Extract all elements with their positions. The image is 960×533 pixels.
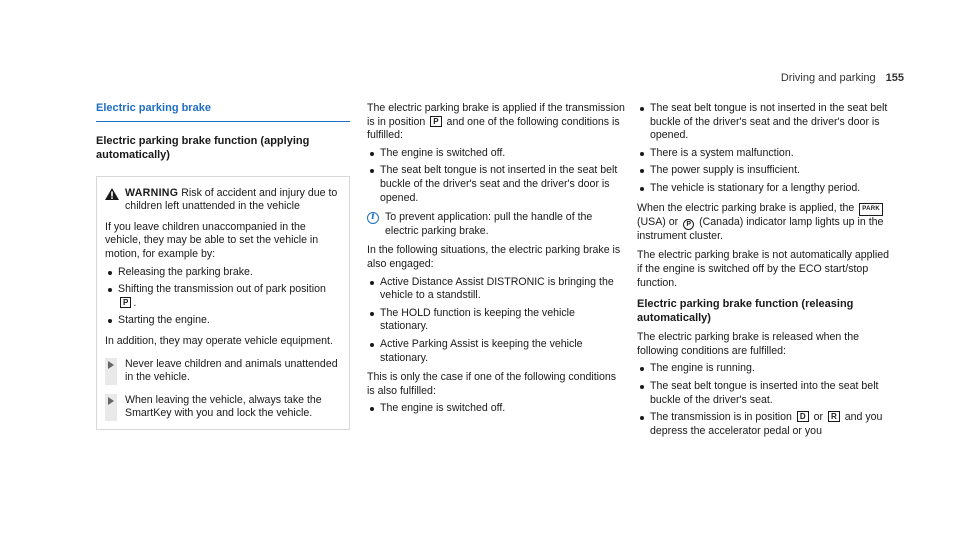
list-item: The seat belt tongue is inserted into the seat belt buckle of the driver's seat. <box>637 380 893 407</box>
situations-list <box>367 276 625 366</box>
column-1 <box>96 102 350 430</box>
list-item <box>105 314 341 328</box>
list-item: The engine is switched off. <box>367 147 625 161</box>
gear-p-key: P <box>120 297 131 308</box>
list-item: Active Parking Assist is keeping the vehicle stationary. <box>367 338 625 365</box>
list-item: The vehicle is stationary for a lengthy period. <box>637 182 893 196</box>
action-arrow-icon <box>108 397 114 405</box>
list-item-text: Starting the engine. <box>118 314 210 327</box>
conditions-list-3 <box>637 102 893 196</box>
page-header <box>781 72 904 86</box>
note-text: To prevent application: pull the handle of the electric parking brake. <box>385 211 593 237</box>
text: When the electric parking brake is applied, the <box>637 201 855 214</box>
subheading-releasing: Electric parking brake function (releasing automatically) <box>637 298 854 325</box>
list-item <box>105 283 341 310</box>
action-text: When leaving the vehicle, always take the SmartKey with you and lock the vehicle. <box>125 393 322 420</box>
column-2 <box>367 102 625 416</box>
subheading-applying: Electric parking brake function (applying automatically) <box>96 134 310 161</box>
list-item: The seat belt tongue is not inserted in the seat belt buckle of the driver's seat and the driver's door is opened. <box>637 102 893 143</box>
canada-parking-indicator-icon: P <box>683 219 694 230</box>
text: or <box>813 411 824 424</box>
warning-box <box>96 176 350 430</box>
action-bar <box>105 394 117 421</box>
paragraph-situations: In the following situations, the electric parking brake is also engaged: <box>367 244 621 270</box>
list-item: The engine is switched off. <box>367 402 625 416</box>
page-number: 155 <box>885 72 904 84</box>
list-item: The power supply is insufficient. <box>637 164 893 178</box>
paragraph-indicator <box>637 202 893 244</box>
paragraph-applied <box>367 102 625 143</box>
period: . <box>133 296 137 309</box>
gear-p-key: P <box>430 116 441 127</box>
action-item <box>105 358 341 385</box>
info-icon: i <box>367 212 379 224</box>
list-item-text: Shifting the transmission out of park position <box>118 283 326 296</box>
paragraph-released: The electric parking brake is released when the following conditions are fulfilled: <box>637 331 859 357</box>
action-arrow-icon <box>108 361 114 369</box>
text: (USA) or <box>637 215 679 228</box>
list-item: The HOLD function is keeping the vehicle stationary. <box>367 307 625 334</box>
text: The transmission is in position <box>650 411 792 424</box>
warning-label: WARNING <box>125 186 179 199</box>
park-indicator-icon: PARK <box>859 203 883 216</box>
list-item: The engine is running. <box>637 362 893 376</box>
warning-triangle-icon <box>105 188 119 200</box>
text: The electric parking brake is applied if the transmission is in position <box>367 102 625 128</box>
warning-intro: If you leave children unaccompanied in the vehicle, they may be able to set the vehicle in motion, for example by: <box>105 220 319 260</box>
list-item-text: Releasing the parking brake. <box>118 265 253 278</box>
list-item <box>105 266 341 280</box>
warning-outro: In addition, they may operate vehicle equipment. <box>105 334 333 347</box>
text: and you depress the accelerator pedal or you <box>650 411 883 437</box>
conditions-list-2 <box>367 402 625 416</box>
action-item <box>105 394 341 421</box>
list-item: Active Distance Assist DISTRONIC is bringing the vehicle to a standstill. <box>367 276 625 303</box>
paragraph-only-case: This is only the case if one of the following conditions is also fulfilled: <box>367 371 617 397</box>
note <box>367 211 625 238</box>
warning-title-text <box>125 187 341 214</box>
warning-header <box>105 187 341 214</box>
paragraph-eco: The electric parking brake is not automatically applied if the engine is switched off by the ECO start/stop function. <box>637 249 890 289</box>
action-bar <box>105 358 117 385</box>
section-title: Electric parking brake <box>96 102 350 122</box>
list-item: There is a system malfunction. <box>637 147 893 161</box>
gear-d-key: D <box>797 411 809 422</box>
warning-title: Risk of accident and injury due to children left unattended in the vehicle <box>125 186 338 213</box>
release-conditions-list <box>637 362 893 438</box>
text: (Canada) indicator lamp lights up in the instrument cluster. <box>637 215 884 242</box>
list-item: The seat belt tongue is not inserted in the seat belt buckle of the driver's seat and the driver's door is opened. <box>367 164 625 205</box>
warning-list <box>105 266 341 328</box>
text: and one of the following conditions is fulfilled: <box>367 115 620 142</box>
conditions-list-1 <box>367 147 625 205</box>
list-item <box>637 411 893 438</box>
action-text: Never leave children and animals unattended in the vehicle. <box>125 357 338 384</box>
column-3 <box>637 102 893 438</box>
gear-r-key: R <box>828 411 840 422</box>
running-header-section: Driving and parking <box>780 72 876 84</box>
